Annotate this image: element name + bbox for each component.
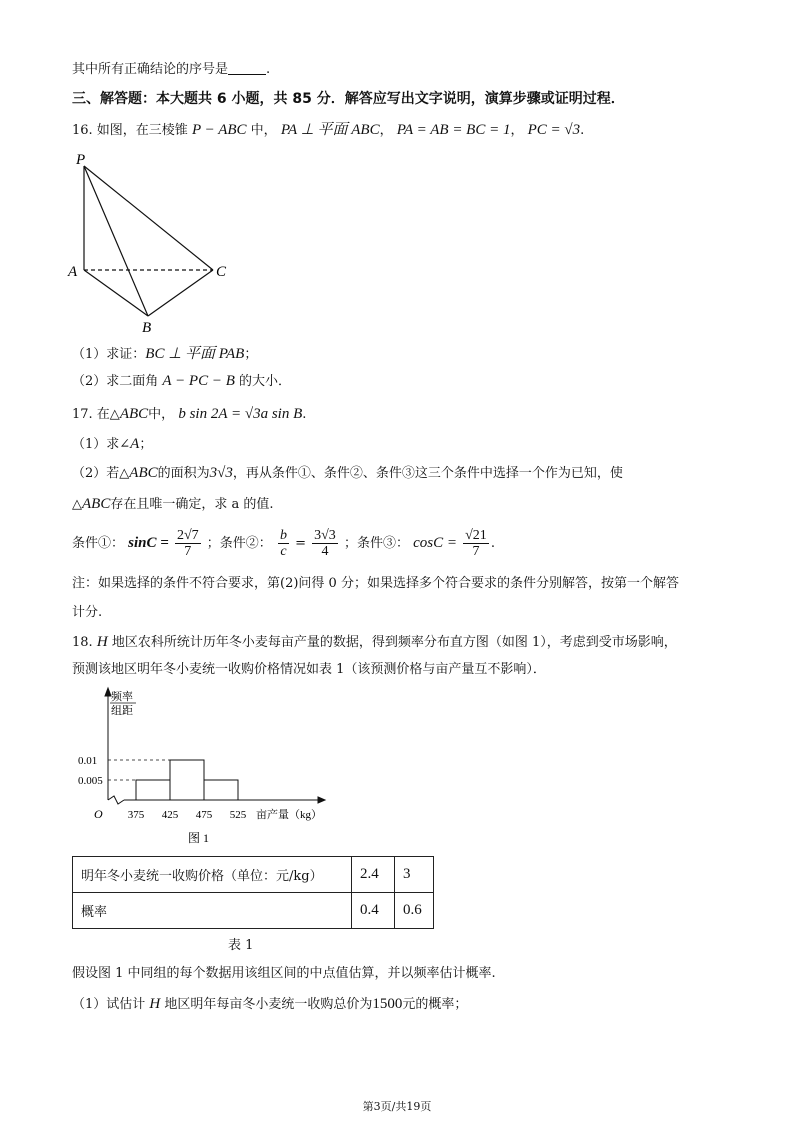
histogram-bar bbox=[136, 780, 170, 800]
question-18-part-1: （1）试估计 H 地区明年每亩冬小麦统一收购总价为1500元的概率； bbox=[72, 996, 468, 1012]
section-title: 三、解答题：本大题共 6 小题，共 85 分．解答应写出文字说明，演算步骤或证明过程． bbox=[72, 91, 625, 107]
histogram-figure-1 bbox=[62, 684, 362, 854]
question-18-assumption: 假设图 1 中同组的每个数据用该组区间的中点值估算，并以频率估计概率. bbox=[72, 966, 496, 981]
edge-pc bbox=[84, 166, 213, 270]
table-cell-value: 2.4 bbox=[352, 857, 395, 893]
condition-1-fraction: $\frac{2√7}{7}$ bbox=[176, 528, 199, 559]
x-axis-arrow bbox=[318, 797, 325, 803]
condition-lengths: PA = AB = BC = 1 bbox=[396, 122, 511, 138]
question-18-stem-cont: 预测该地区明年冬小麦统一收购价格情况如表 1（该预测价格与亩产量互不影响）． bbox=[72, 662, 546, 677]
table-caption: 表 1 bbox=[228, 938, 254, 953]
figure-caption: 图 1 bbox=[188, 831, 210, 845]
x-tick-label: 475 bbox=[195, 809, 213, 821]
vertex-b-label: B bbox=[142, 320, 152, 336]
pyramid-name: P − ABC bbox=[191, 122, 247, 138]
question-17-stem: 17. 在△ABC中， b sin 2A = √3a sin B. bbox=[72, 406, 307, 422]
question-16-stem: 16. 如图，在三棱锥 P − ABC 中， PA ⊥ 平面 ABC， PA = AB = BC = 1， PC = √3. bbox=[72, 122, 585, 138]
table-cell-label: 明年冬小麦统一收购价格（单位：元/kg） bbox=[73, 857, 352, 893]
prev-question-tail: 其中所有正确结论的序号是 . bbox=[72, 62, 271, 77]
vertex-c-label: C bbox=[216, 264, 227, 280]
page-footer: 第3页/共19页 bbox=[362, 1100, 432, 1113]
condition-2-lhs-fraction: $\frac{b}{c}$ bbox=[279, 528, 287, 559]
y-axis-label-denominator: 组距 bbox=[111, 705, 133, 717]
question-17-conditions: 条件①： sinC = $\frac{2√7}{7}$ ；条件②： $\frac{b}{c}$ = $\frac{3√3}{4}$ ；条件③： cosC = $\frac{√21}{7}$ . bbox=[72, 528, 495, 559]
condition-3-fraction: $\frac{√21}{7}$ bbox=[465, 528, 487, 559]
condition-perpendicular: PA ⊥ 平面 ABC bbox=[280, 122, 380, 138]
question-16-part-2: （2）求二面角 A − PC − B 的大小． bbox=[72, 373, 292, 389]
y-tick-label: 0.005 bbox=[78, 775, 103, 787]
histogram-bar bbox=[170, 760, 204, 800]
question-17-part-2: （2）若△ABC的面积为3√3，再从条件①、条件②、条件③这三个条件中选择一个作为已知，使 bbox=[72, 465, 623, 481]
vertex-a-label: A bbox=[68, 264, 78, 280]
x-axis-label: 亩产量（kg） bbox=[256, 809, 322, 821]
table-row bbox=[73, 857, 434, 893]
table-cell-value: 0.4 bbox=[352, 893, 395, 929]
table-cell-value: 3 bbox=[395, 857, 434, 893]
condition-2-rhs-fraction: $\frac{3√3}{4}$ bbox=[314, 528, 336, 559]
answer-blank[interactable] bbox=[228, 61, 266, 75]
y-tick-label: 0.01 bbox=[78, 755, 98, 767]
histogram-bar bbox=[204, 780, 238, 800]
x-tick-label: 375 bbox=[127, 809, 145, 821]
axis-break bbox=[108, 796, 124, 804]
question-17-note-cont: 计分. bbox=[72, 605, 103, 620]
question-16-part-1: （1）求证：BC ⊥ 平面 PAB； bbox=[72, 346, 258, 362]
edge-bc bbox=[148, 270, 213, 316]
prev-question-text: 其中所有正确结论的序号是 bbox=[72, 62, 229, 77]
table-row bbox=[73, 893, 434, 929]
table-cell-label: 概率 bbox=[73, 893, 352, 929]
condition-pc: PC = √3 bbox=[527, 122, 581, 138]
question-17-note: 注：如果选择的条件不符合要求，第(2)问得 0 分；如果选择多个符合要求的条件分别解答，按第一个解答 bbox=[72, 576, 679, 591]
pyramid-figure bbox=[62, 148, 242, 338]
question-17-part-2-cont: △ABC存在且唯一确定，求 a 的值. bbox=[72, 496, 274, 512]
vertex-p-label: P bbox=[76, 152, 86, 168]
price-table bbox=[72, 856, 434, 929]
question-17-part-1: （1）求∠A； bbox=[72, 436, 153, 452]
x-tick-label: 425 bbox=[161, 809, 179, 821]
origin-label: O bbox=[94, 807, 103, 821]
question-18-stem: 18. H 地区农科所统计历年冬小麦每亩产量的数据，得到频率分布直方图（如图 1），考虑到受市场影响， bbox=[72, 634, 677, 650]
x-tick-label: 525 bbox=[229, 809, 247, 821]
y-axis-label-numerator: 频率 bbox=[111, 691, 133, 703]
given-equation: b sin 2A = √3a sin B bbox=[178, 406, 303, 422]
table-cell-value: 0.6 bbox=[395, 893, 434, 929]
area-value: 3√3 bbox=[209, 465, 233, 481]
